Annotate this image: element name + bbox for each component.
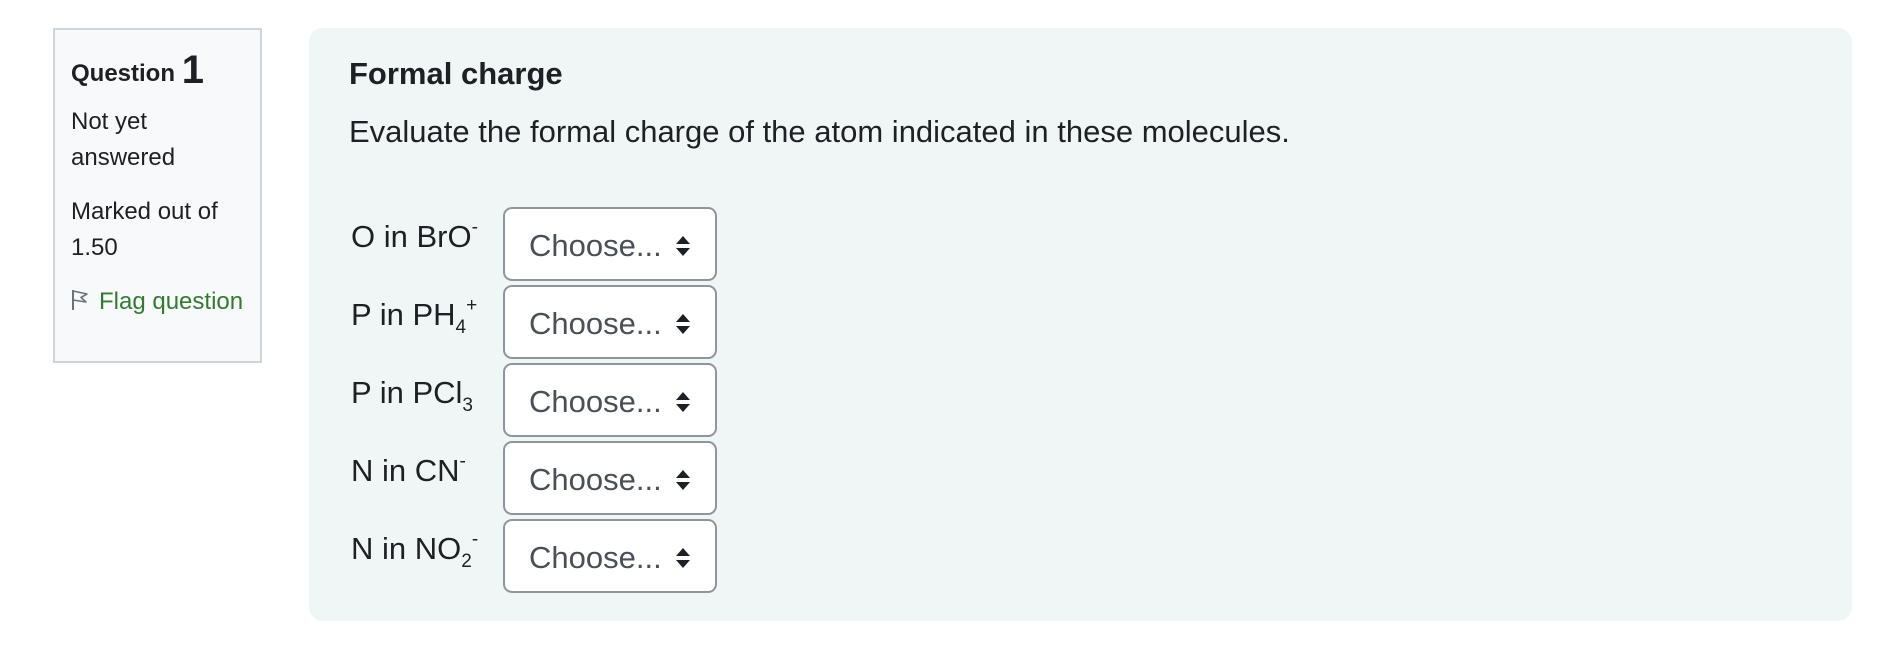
row-label: P in PCl$_3$ [351,375,473,416]
row-label: O in BrO- [351,217,478,254]
sort-caret-icon [675,469,691,491]
sort-caret-icon [675,547,691,569]
formal-charge-select[interactable] [503,207,717,281]
question-label: Question [71,60,176,87]
question-content [309,28,1852,621]
row-label: N in $NO_2^-$ [351,529,479,572]
select-value: Choose... [529,384,662,419]
select-value: Choose... [529,540,662,575]
select-value: Choose... [529,306,662,341]
flag-icon [71,289,89,311]
question-status: Not yet answered [71,108,176,171]
select-value: Choose... [529,462,662,497]
question-marks: Marked out of 1.50 [71,198,218,261]
flag-question-label: Flag question [99,288,244,315]
question-prompt: Evaluate the formal charge of the atom indicated in these molecules. [349,114,1290,149]
flag-question-link[interactable] [71,284,246,320]
sort-caret-icon [675,391,691,413]
sort-caret-icon [675,313,691,335]
formal-charge-select[interactable] [503,363,717,437]
question-number-heading [71,50,246,94]
row-label: P in $PH_4^+$ [351,295,478,338]
question-info-panel [53,28,262,363]
formal-charge-select[interactable] [503,285,717,359]
question-heading: Formal charge [349,56,563,91]
formal-charge-select[interactable] [503,519,717,593]
question-number: 1 [181,48,204,92]
row-label: N in CN- [351,451,466,488]
formal-charge-select[interactable] [503,441,717,515]
sort-caret-icon [675,235,691,257]
select-value: Choose... [529,228,662,263]
